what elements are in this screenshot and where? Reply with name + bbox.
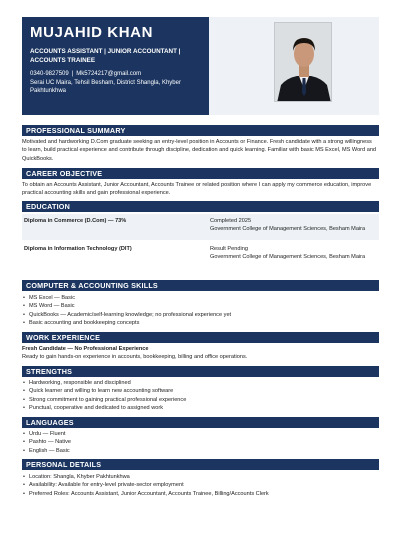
education-heading: EDUCATION: [22, 201, 379, 212]
list-item: • Pashto — Native: [22, 438, 377, 446]
strengths-heading: STRENGTHS: [22, 366, 379, 377]
job-titles-line-1: ACCOUNTS ASSISTANT | JUNIOR ACCOUNTANT |: [30, 48, 181, 55]
experience-text: Ready to gain hands-on experience in accounts, bookkeeping, billing and office operations.: [22, 354, 248, 360]
job-titles: [30, 47, 201, 65]
header-block: [22, 17, 209, 115]
objective-heading: CAREER OBJECTIVE: [22, 168, 379, 179]
list-item: • MS Word — Basic: [22, 302, 377, 310]
personal-list: [22, 473, 377, 498]
candidate-name: MUJAHID KHAN: [30, 24, 154, 41]
education-institute: Government College of Management Sciences, Besham Maira: [210, 226, 366, 232]
languages-heading: LANGUAGES: [22, 417, 379, 428]
list-item: • Urdu — Fluent: [22, 430, 377, 438]
education-row: [22, 214, 379, 240]
strengths-list: [22, 379, 377, 412]
objective-text: To obtain an Accounts Assistant, Junior Accountant, Accounts Trainee or related position where I can apply my commerce education, improve practical accounting skills and gain professional experience.: [22, 182, 372, 197]
list-item: • Availability: Available for entry-level private-sector employment: [22, 481, 377, 489]
skills-heading: COMPUTER & ACCOUNTING SKILLS: [22, 280, 379, 291]
email-address: Mk5724217@gmail.com: [76, 71, 142, 77]
list-item: • MS Excel — Basic: [22, 294, 377, 302]
list-item: • Preferred Roles: Accounts Assistant, Junior Accountant, Accounts Trainee, Billing/Accounts Clerk: [22, 490, 377, 498]
education-degree: Diploma in Information Technology (DIT): [24, 246, 132, 252]
list-item: • Location: Shangla, Khyber Pakhtunkhwa: [22, 473, 377, 481]
phone-number: 0340-9827509: [30, 71, 69, 77]
personal-heading: PERSONAL DETAILS: [22, 459, 379, 470]
list-item: • QuickBooks — Academic/self-learning knowledge; no professional experience yet: [22, 311, 377, 319]
list-item: • Basic accounting and bookkeeping concepts: [22, 319, 377, 327]
contact-info: 0340-9827509 | Mk5724217@gmail.com Serai UC Maira, Tehsil Besham, District Shangla, Khyber Pakhtunkhwa: [30, 70, 201, 96]
address: Serai UC Maira, Tehsil Besham, District Shangla, Khyber Pakhtunkhwa: [30, 79, 181, 94]
list-item: • Strong commitment to gaining practical professional experience: [22, 396, 377, 404]
summary-text: Motivated and hardworking D.Com graduate seeking an entry-level position in Accounts or Finance. Fresh candidate with a strong willingness to learn, build practical experience and contribute through discipline, dedication and quick learning. Familiar with basic MS Excel, MS Word and QuickBooks.: [22, 139, 377, 162]
profile-photo: [274, 22, 332, 102]
experience-heading: WORK EXPERIENCE: [22, 332, 379, 343]
education-institute: Government College of Management Sciences, Besham Maira: [210, 254, 366, 260]
skills-list: [22, 294, 377, 327]
education-row: [22, 242, 379, 266]
education-status: Completed 2025: [210, 218, 252, 224]
summary-heading: PROFESSIONAL SUMMARY: [22, 125, 379, 136]
education-degree: Diploma in Commerce (D.Com) — 73%: [24, 218, 127, 224]
list-item: • Hardworking, responsible and disciplined: [22, 379, 377, 387]
languages-list: [22, 430, 377, 455]
job-titles-line-2: ACCOUNTS TRAINEE: [30, 57, 96, 64]
list-item: • Quick learner and willing to learn new accounting software: [22, 387, 377, 395]
list-item: • English — Basic: [22, 447, 377, 455]
education-status: Result Pending: [210, 246, 248, 252]
list-item: • Punctual, cooperative and dedicated to assigned work: [22, 404, 377, 412]
experience-title: Fresh Candidate — No Professional Experience: [22, 346, 149, 352]
